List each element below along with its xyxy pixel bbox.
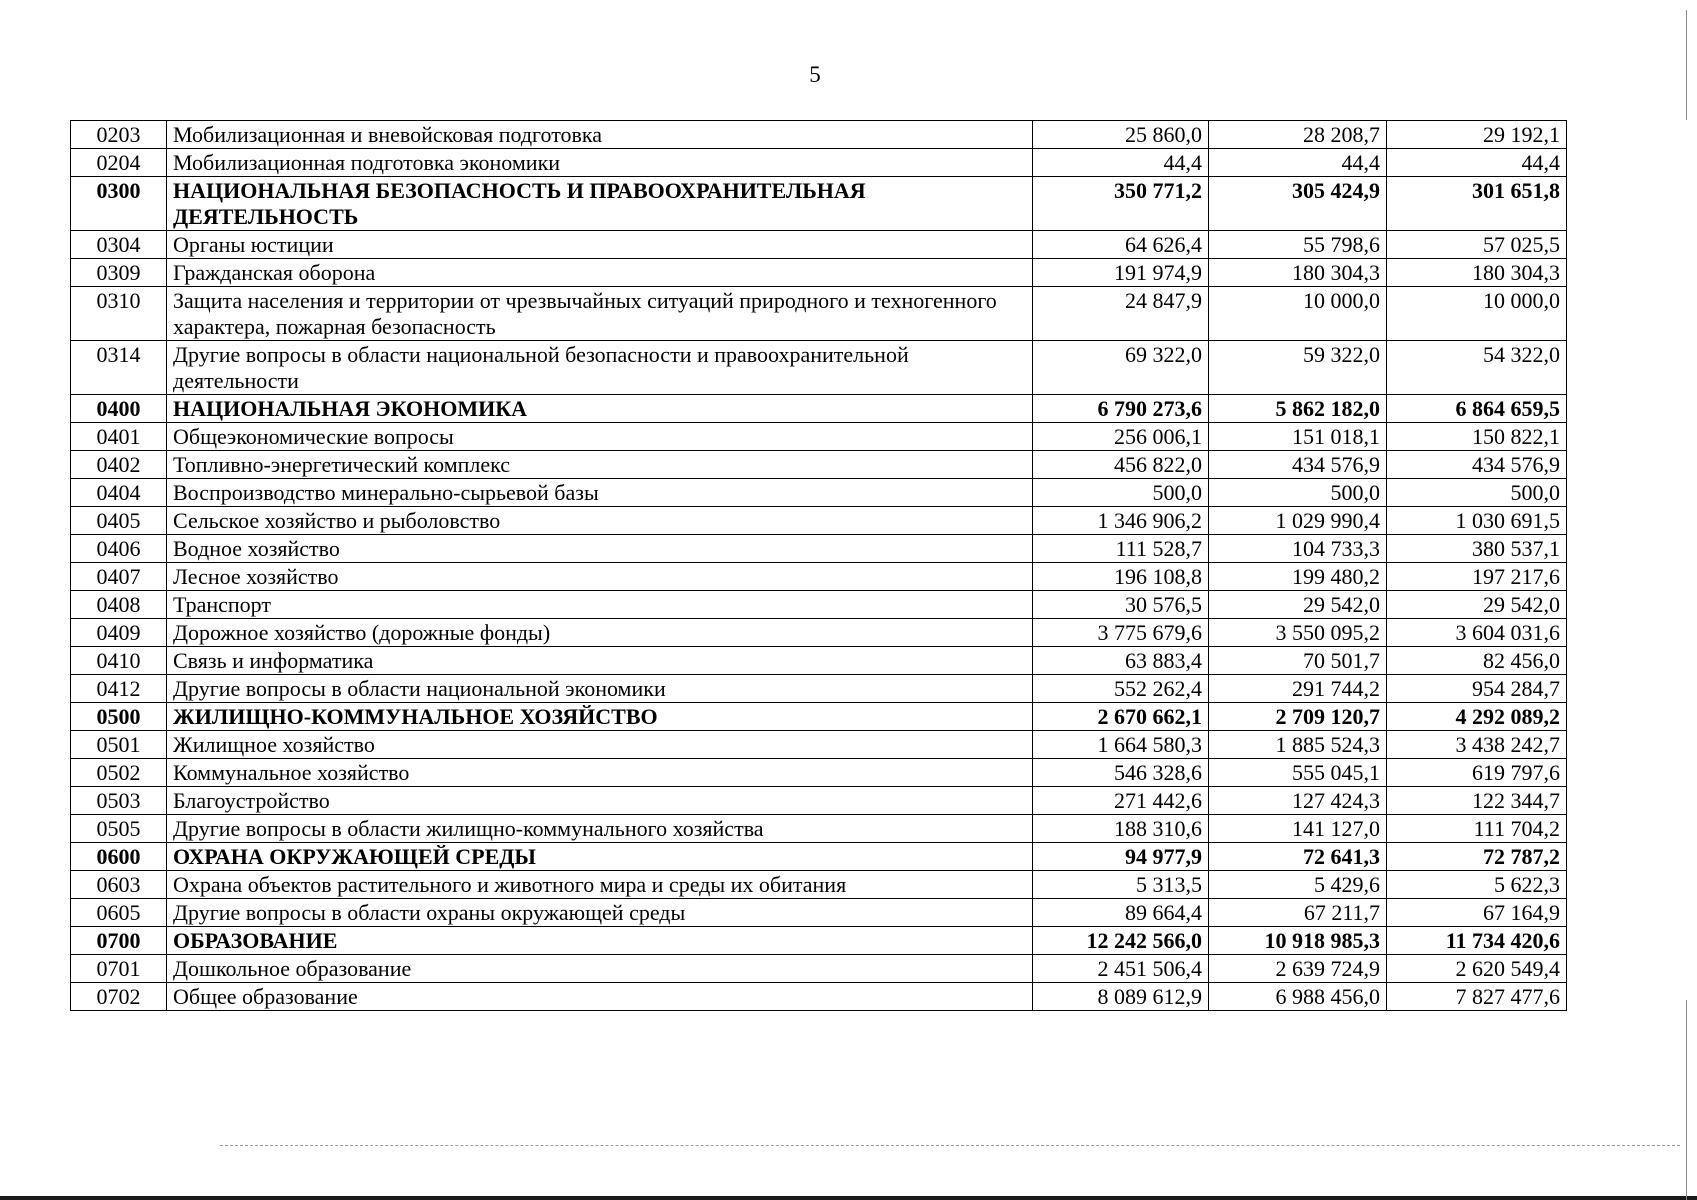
row-code: 0400 [71, 395, 167, 423]
row-value-1: 191 974,9 [1033, 259, 1209, 287]
row-value-1: 546 328,6 [1033, 759, 1209, 787]
row-value-3: 197 217,6 [1387, 563, 1567, 591]
row-value-3: 6 864 659,5 [1387, 395, 1567, 423]
row-value-2: 2 639 724,9 [1209, 955, 1387, 983]
row-code: 0203 [71, 121, 167, 149]
row-value-2: 127 424,3 [1209, 787, 1387, 815]
row-value-3: 301 651,8 [1387, 177, 1567, 231]
row-code: 0404 [71, 479, 167, 507]
table-row [71, 815, 1567, 843]
row-code: 0600 [71, 843, 167, 871]
row-code: 0701 [71, 955, 167, 983]
table-row [71, 341, 1567, 395]
row-name: Водное хозяйство [167, 535, 1033, 563]
row-value-1: 256 006,1 [1033, 423, 1209, 451]
budget-table-body [71, 121, 1567, 1011]
row-value-1: 1 664 580,3 [1033, 731, 1209, 759]
row-name: Мобилизационная и вневойсковая подготовка [167, 121, 1033, 149]
row-value-1: 196 108,8 [1033, 563, 1209, 591]
table-row [71, 955, 1567, 983]
row-name: ОБРАЗОВАНИЕ [167, 927, 1033, 955]
row-value-3: 1 030 691,5 [1387, 507, 1567, 535]
row-name: Охрана объектов растительного и животного мира и среды их обитания [167, 871, 1033, 899]
table-row [71, 121, 1567, 149]
row-value-2: 6 988 456,0 [1209, 983, 1387, 1011]
row-value-1: 64 626,4 [1033, 231, 1209, 259]
row-code: 0503 [71, 787, 167, 815]
row-value-3: 82 456,0 [1387, 647, 1567, 675]
row-value-1: 3 775 679,6 [1033, 619, 1209, 647]
row-value-3: 11 734 420,6 [1387, 927, 1567, 955]
row-name: Транспорт [167, 591, 1033, 619]
row-code: 0702 [71, 983, 167, 1011]
row-name: Коммунальное хозяйство [167, 759, 1033, 787]
row-value-2: 291 744,2 [1209, 675, 1387, 703]
table-row [71, 899, 1567, 927]
section-row [71, 927, 1567, 955]
row-value-3: 57 025,5 [1387, 231, 1567, 259]
table-row [71, 759, 1567, 787]
row-value-1: 111 528,7 [1033, 535, 1209, 563]
table-row [71, 423, 1567, 451]
row-value-2: 555 045,1 [1209, 759, 1387, 787]
row-value-3: 54 322,0 [1387, 341, 1567, 395]
table-row [71, 647, 1567, 675]
row-value-2: 2 709 120,7 [1209, 703, 1387, 731]
row-value-1: 2 451 506,4 [1033, 955, 1209, 983]
row-name: НАЦИОНАЛЬНАЯ БЕЗОПАСНОСТЬ И ПРАВООХРАНИТЕЛЬНАЯ ДЕЯТЕЛЬНОСТЬ [167, 177, 1033, 231]
row-value-3: 150 822,1 [1387, 423, 1567, 451]
row-value-3: 29 542,0 [1387, 591, 1567, 619]
table-row [71, 451, 1567, 479]
page-number: 5 [809, 62, 821, 87]
section-row [71, 177, 1567, 231]
row-value-3: 4 292 089,2 [1387, 703, 1567, 731]
table-row [71, 149, 1567, 177]
row-value-1: 8 089 612,9 [1033, 983, 1209, 1011]
row-value-2: 1 029 990,4 [1209, 507, 1387, 535]
row-code: 0204 [71, 149, 167, 177]
row-value-2: 3 550 095,2 [1209, 619, 1387, 647]
row-name: Органы юстиции [167, 231, 1033, 259]
section-row [71, 703, 1567, 731]
row-name: Другие вопросы в области охраны окружающей среды [167, 899, 1033, 927]
row-value-1: 63 883,4 [1033, 647, 1209, 675]
row-name: ЖИЛИЩНО-КОММУНАЛЬНОЕ ХОЗЯЙСТВО [167, 703, 1033, 731]
table-row [71, 287, 1567, 341]
row-code: 0406 [71, 535, 167, 563]
row-code: 0502 [71, 759, 167, 787]
section-row [71, 843, 1567, 871]
row-value-2: 28 208,7 [1209, 121, 1387, 149]
row-value-3: 180 304,3 [1387, 259, 1567, 287]
row-value-2: 434 576,9 [1209, 451, 1387, 479]
table-row [71, 731, 1567, 759]
row-name: Другие вопросы в области национальной экономики [167, 675, 1033, 703]
row-value-1: 12 242 566,0 [1033, 927, 1209, 955]
row-name: Общеэкономические вопросы [167, 423, 1033, 451]
table-row [71, 259, 1567, 287]
row-name: Другие вопросы в области национальной безопасности и правоохранительной деятельности [167, 341, 1033, 395]
row-name: Дошкольное образование [167, 955, 1033, 983]
row-value-3: 380 537,1 [1387, 535, 1567, 563]
row-value-3: 111 704,2 [1387, 815, 1567, 843]
row-value-3: 10 000,0 [1387, 287, 1567, 341]
row-value-2: 59 322,0 [1209, 341, 1387, 395]
row-code: 0412 [71, 675, 167, 703]
row-value-2: 55 798,6 [1209, 231, 1387, 259]
row-value-3: 954 284,7 [1387, 675, 1567, 703]
row-code: 0505 [71, 815, 167, 843]
row-code: 0409 [71, 619, 167, 647]
row-value-1: 69 322,0 [1033, 341, 1209, 395]
row-code: 0304 [71, 231, 167, 259]
row-name: Лесное хозяйство [167, 563, 1033, 591]
row-value-1: 6 790 273,6 [1033, 395, 1209, 423]
row-value-1: 500,0 [1033, 479, 1209, 507]
row-value-2: 305 424,9 [1209, 177, 1387, 231]
row-value-3: 500,0 [1387, 479, 1567, 507]
row-code: 0401 [71, 423, 167, 451]
row-value-1: 271 442,6 [1033, 787, 1209, 815]
row-value-3: 5 622,3 [1387, 871, 1567, 899]
row-value-2: 199 480,2 [1209, 563, 1387, 591]
row-value-3: 434 576,9 [1387, 451, 1567, 479]
row-value-3: 29 192,1 [1387, 121, 1567, 149]
row-code: 0310 [71, 287, 167, 341]
section-row [71, 395, 1567, 423]
row-name: НАЦИОНАЛЬНАЯ ЭКОНОМИКА [167, 395, 1033, 423]
row-value-1: 24 847,9 [1033, 287, 1209, 341]
row-name: Топливно-энергетический комплекс [167, 451, 1033, 479]
table-row [71, 983, 1567, 1011]
row-value-2: 10 918 985,3 [1209, 927, 1387, 955]
row-code: 0407 [71, 563, 167, 591]
table-row [71, 787, 1567, 815]
row-value-2: 72 641,3 [1209, 843, 1387, 871]
row-name: Воспроизводство минерально-сырьевой базы [167, 479, 1033, 507]
row-name: Гражданская оборона [167, 259, 1033, 287]
row-name: Другие вопросы в области жилищно-коммунального хозяйства [167, 815, 1033, 843]
row-value-2: 5 862 182,0 [1209, 395, 1387, 423]
row-value-1: 5 313,5 [1033, 871, 1209, 899]
row-value-2: 141 127,0 [1209, 815, 1387, 843]
row-value-3: 7 827 477,6 [1387, 983, 1567, 1011]
row-value-2: 151 018,1 [1209, 423, 1387, 451]
row-name: Жилищное хозяйство [167, 731, 1033, 759]
row-value-2: 5 429,6 [1209, 871, 1387, 899]
row-value-1: 1 346 906,2 [1033, 507, 1209, 535]
row-code: 0700 [71, 927, 167, 955]
row-code: 0405 [71, 507, 167, 535]
table-row [71, 563, 1567, 591]
row-value-2: 1 885 524,3 [1209, 731, 1387, 759]
row-value-1: 188 310,6 [1033, 815, 1209, 843]
row-code: 0501 [71, 731, 167, 759]
row-code: 0603 [71, 871, 167, 899]
scan-bottom-edge [0, 1196, 1697, 1200]
row-value-1: 30 576,5 [1033, 591, 1209, 619]
row-name: Защита населения и территории от чрезвычайных ситуаций природного и техногенного характера, пожарная безопасность [167, 287, 1033, 341]
row-code: 0410 [71, 647, 167, 675]
row-value-1: 456 822,0 [1033, 451, 1209, 479]
table-row [71, 479, 1567, 507]
scan-edge-mark [1686, 1000, 1687, 1200]
row-name: ОХРАНА ОКРУЖАЮЩЕЙ СРЕДЫ [167, 843, 1033, 871]
row-name: Связь и информатика [167, 647, 1033, 675]
row-value-3: 3 604 031,6 [1387, 619, 1567, 647]
row-name: Сельское хозяйство и рыболовство [167, 507, 1033, 535]
row-code: 0408 [71, 591, 167, 619]
table-row [71, 507, 1567, 535]
row-value-1: 350 771,2 [1033, 177, 1209, 231]
table-row [71, 619, 1567, 647]
table-row [71, 535, 1567, 563]
row-name: Дорожное хозяйство (дорожные фонды) [167, 619, 1033, 647]
row-value-3: 72 787,2 [1387, 843, 1567, 871]
row-code: 0402 [71, 451, 167, 479]
row-value-2: 180 304,3 [1209, 259, 1387, 287]
row-value-1: 89 664,4 [1033, 899, 1209, 927]
row-value-2: 67 211,7 [1209, 899, 1387, 927]
row-value-3: 122 344,7 [1387, 787, 1567, 815]
row-value-2: 10 000,0 [1209, 287, 1387, 341]
row-value-1: 25 860,0 [1033, 121, 1209, 149]
row-value-1: 44,4 [1033, 149, 1209, 177]
scan-edge-mark [1686, 10, 1687, 120]
row-value-3: 67 164,9 [1387, 899, 1567, 927]
scan-artifact-line [220, 1145, 1680, 1146]
row-code: 0309 [71, 259, 167, 287]
row-value-2: 104 733,3 [1209, 535, 1387, 563]
row-value-1: 94 977,9 [1033, 843, 1209, 871]
row-value-3: 619 797,6 [1387, 759, 1567, 787]
row-value-3: 3 438 242,7 [1387, 731, 1567, 759]
table-row [71, 675, 1567, 703]
row-code: 0500 [71, 703, 167, 731]
budget-table [70, 120, 1567, 1011]
row-name: Благоустройство [167, 787, 1033, 815]
row-value-1: 2 670 662,1 [1033, 703, 1209, 731]
table-row [71, 871, 1567, 899]
row-value-3: 2 620 549,4 [1387, 955, 1567, 983]
row-code: 0605 [71, 899, 167, 927]
row-value-2: 70 501,7 [1209, 647, 1387, 675]
row-value-2: 500,0 [1209, 479, 1387, 507]
row-code: 0314 [71, 341, 167, 395]
table-row [71, 591, 1567, 619]
row-value-2: 44,4 [1209, 149, 1387, 177]
row-name: Мобилизационная подготовка экономики [167, 149, 1033, 177]
row-value-3: 44,4 [1387, 149, 1567, 177]
row-name: Общее образование [167, 983, 1033, 1011]
row-code: 0300 [71, 177, 167, 231]
table-row [71, 231, 1567, 259]
row-value-1: 552 262,4 [1033, 675, 1209, 703]
row-value-2: 29 542,0 [1209, 591, 1387, 619]
